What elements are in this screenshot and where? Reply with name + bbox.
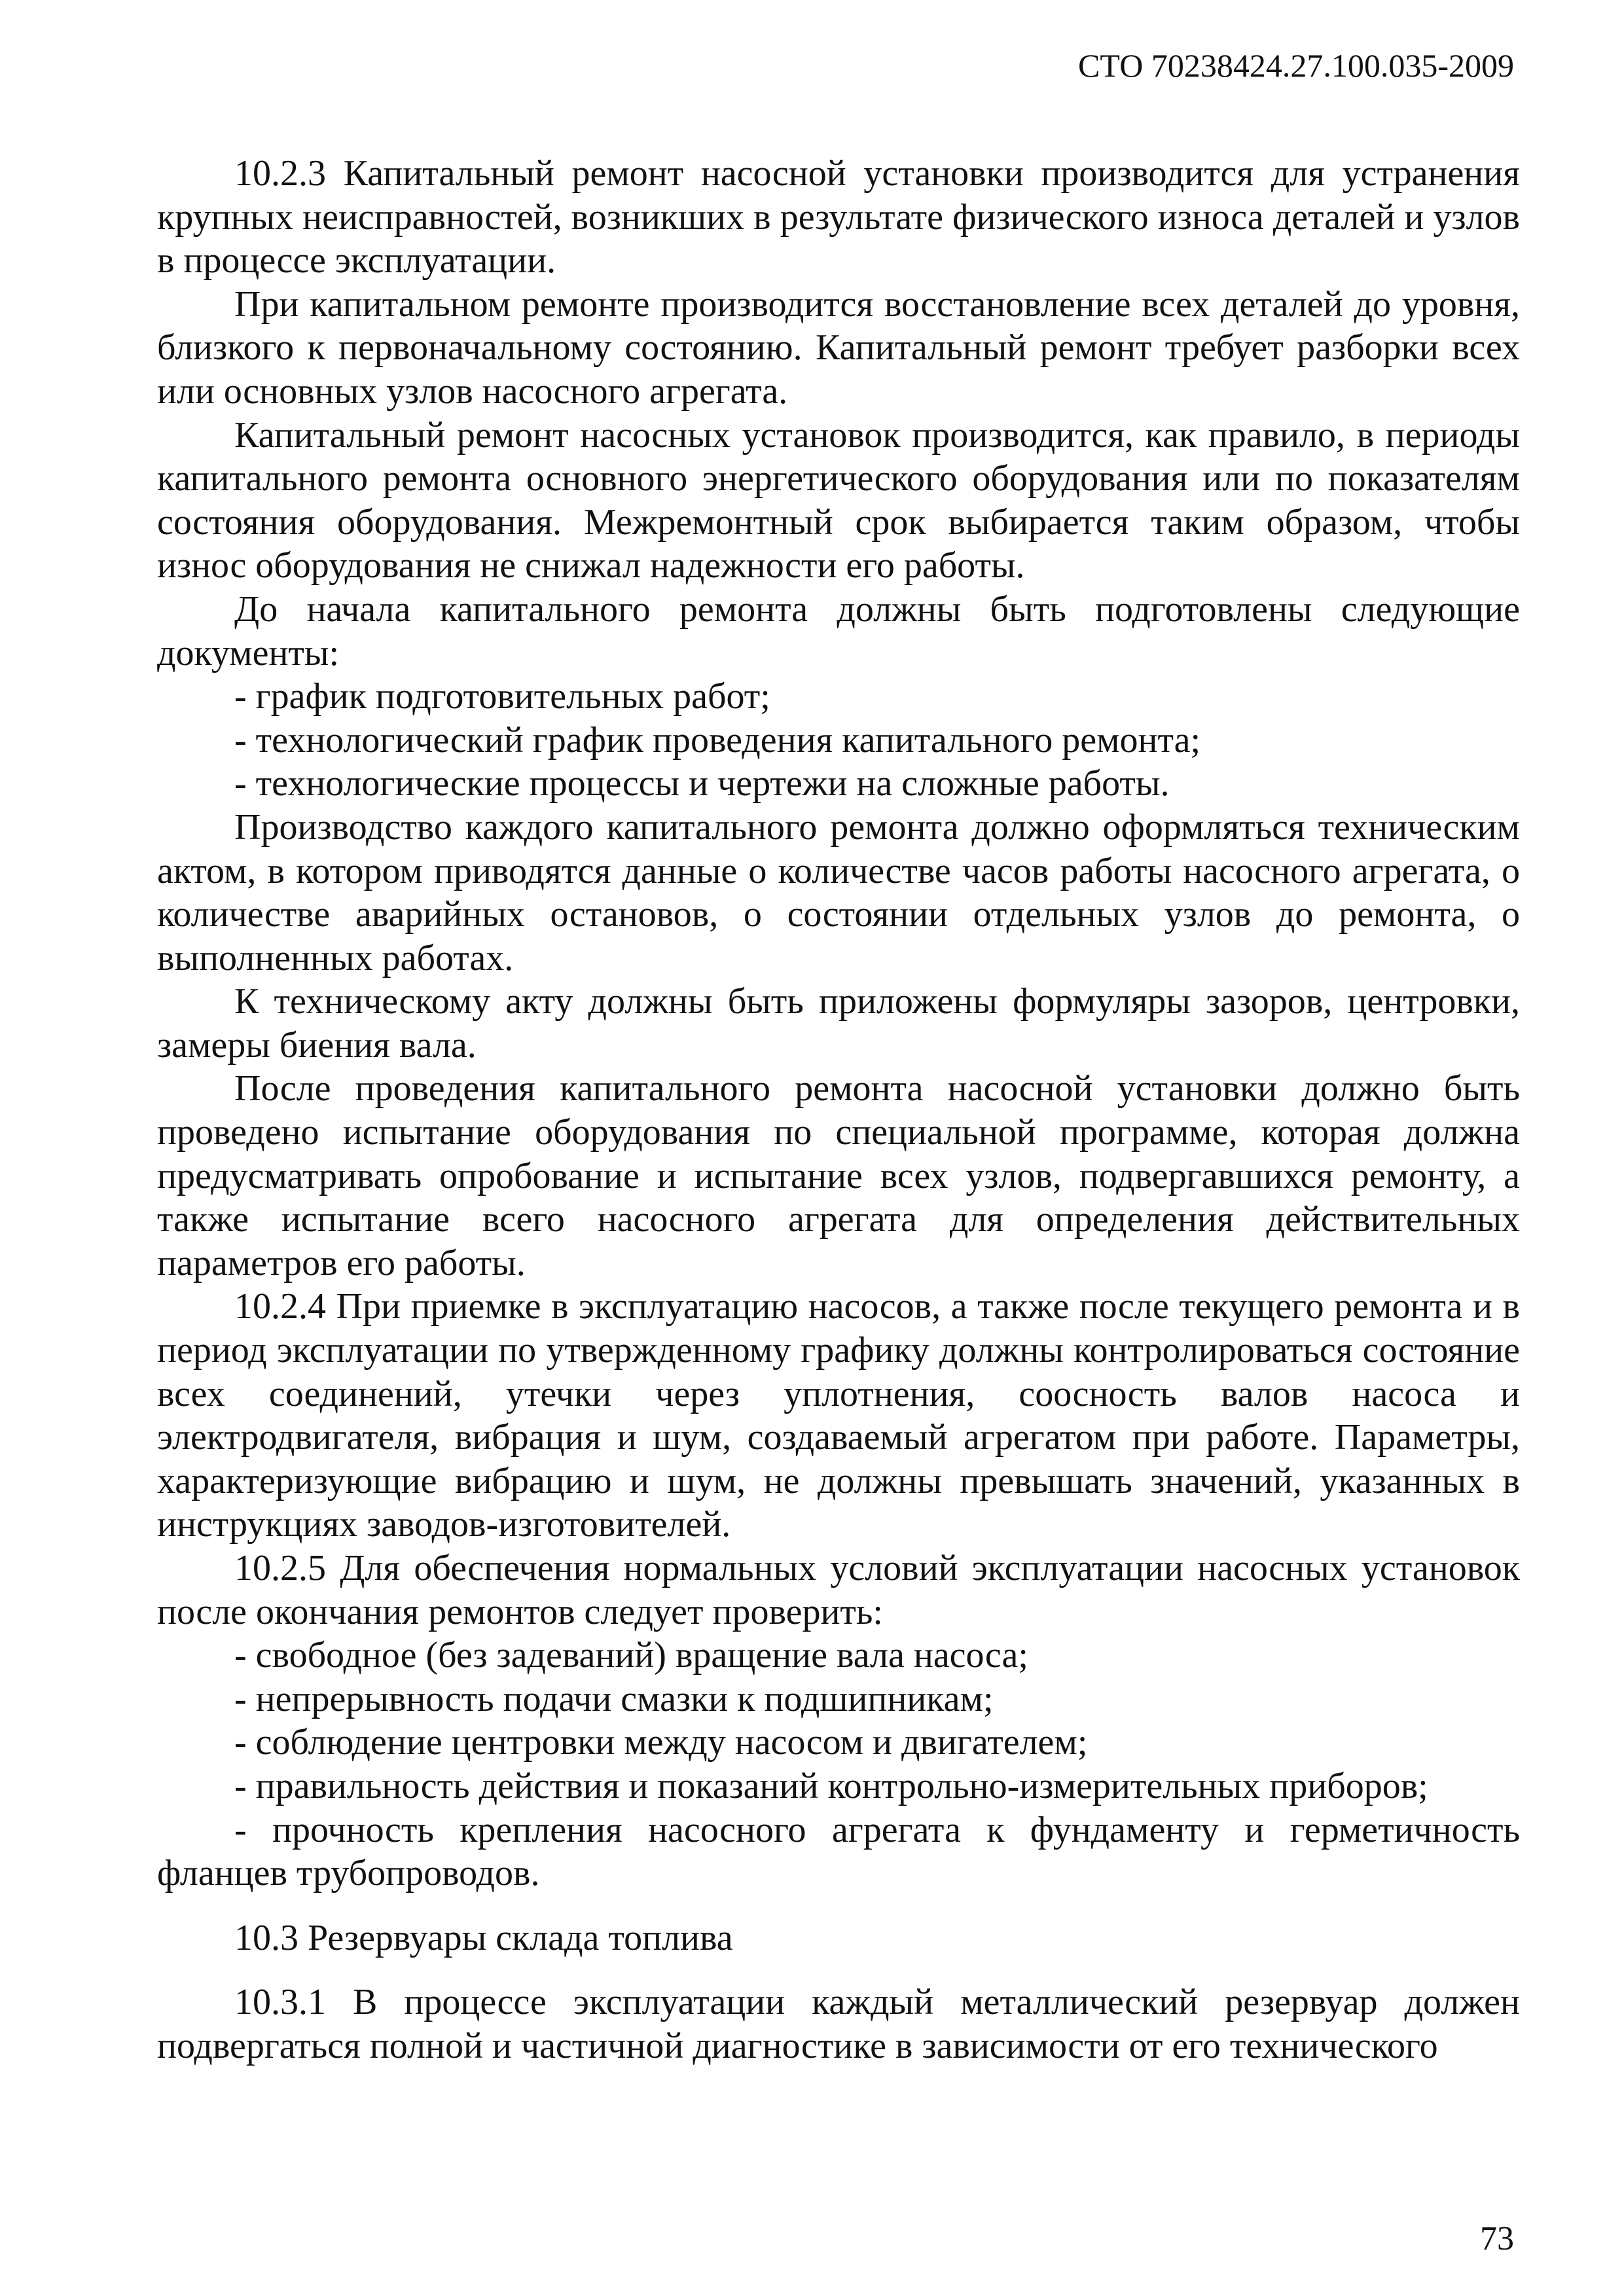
- list-item: - соблюдение центровки между насосом и двигателем;: [234, 1722, 1088, 1763]
- paragraph-post-repair-testing: После проведения капитального ремонта насосной установки должно быть проведено испытание оборудования по специальной программе, которая должна предусматривать опробование и испытание всех узлов, подвергавшихся ремонту, а также испытание всего насосного агрегата для определения действительных параметров его работы.: [157, 1068, 1520, 1283]
- list-item: - свободное (без задеваний) вращение вала насоса;: [234, 1635, 1028, 1676]
- page-number: 73: [1480, 2220, 1514, 2257]
- paragraph-10-2-5: 10.2.5 Для обеспечения нормальных условий эксплуатации насосных установок после окончания ремонтов следует проверить:: [157, 1548, 1520, 1632]
- list-item: - график подготовительных работ;: [234, 676, 770, 717]
- paragraph-documents-intro: До начала капитального ремонта должны быть подготовлены следующие документы:: [157, 588, 1520, 673]
- list-item: - технологический график проведения капитального ремонта;: [234, 719, 1201, 761]
- page-body: [157, 152, 1520, 2068]
- paragraph-technical-act: Производство каждого капитального ремонта должно оформляться техническим актом, в котором приводятся данные о количестве часов работы насосного агрегата, о количестве аварийных остановов, о состоянии отдельных узлов до ремонта, о выполненных работах.: [157, 806, 1520, 978]
- paragraph-capital-repair-restoration: При капитальном ремонте производится восстановление всех деталей до уровня, близкого к первоначальному состоянию. Капитальный ремонт требует разборки всех или основных узлов насосного агрегата.: [157, 283, 1520, 412]
- paragraph-10-2-4: 10.2.4 При приемке в эксплуатацию насосов, а также после текущего ремонта и в период эксплуатации по утвержденному графику должны контролироваться состояние всех соединений, утечки через уплотнения, соосность валов насоса и электродвигателя, вибрация и шум, создаваемый агрегатом при работе. Параметры, характеризующие вибрацию и шум, не должны превышать значений, указанных в инструкциях заводов-изготовителей.: [157, 1286, 1520, 1545]
- section-heading-10-3: 10.3 Резервуары склада топлива: [234, 1917, 733, 1958]
- list-item: - непрерывность подачи смазки к подшипникам;: [234, 1678, 994, 1719]
- documents-list: [157, 675, 1520, 806]
- paragraph-act-attachments: К техническому акту должны быть приложены формуляры зазоров, центровки, замеры биения вала.: [157, 981, 1520, 1066]
- paragraph-capital-repair-periods: Капитальный ремонт насосных установок производится, как правило, в периоды капитального ремонта основного энергетического оборудования или по показателям состояния оборудования. Межремонтный срок выбирается таким образом, чтобы износ оборудования не снижал надежности его работы.: [157, 414, 1520, 586]
- paragraph-10-3-1: 10.3.1 В процессе эксплуатации каждый металлический резервуар должен подвергаться полной и частичной диагностике в зависимости от его технического: [157, 1982, 1520, 2066]
- list-item: - правильность действия и показаний контрольно-измерительных приборов;: [234, 1765, 1428, 1806]
- paragraph-10-2-3: 10.2.3 Капитальный ремонт насосной установки производится для устранения крупных неисправностей, возникших в результате физического износа деталей и узлов в процессе эксплуатации.: [157, 153, 1520, 281]
- checks-list: [157, 1634, 1520, 1895]
- list-item: - технологические процессы и чертежи на сложные работы.: [234, 763, 1170, 804]
- document-code-header: СТО 70238424.27.100.035-2009: [1078, 47, 1514, 84]
- list-item: - прочность крепления насосного агрегата к фундаменту и герметичность фланцев трубопроводов.: [157, 1809, 1520, 1894]
